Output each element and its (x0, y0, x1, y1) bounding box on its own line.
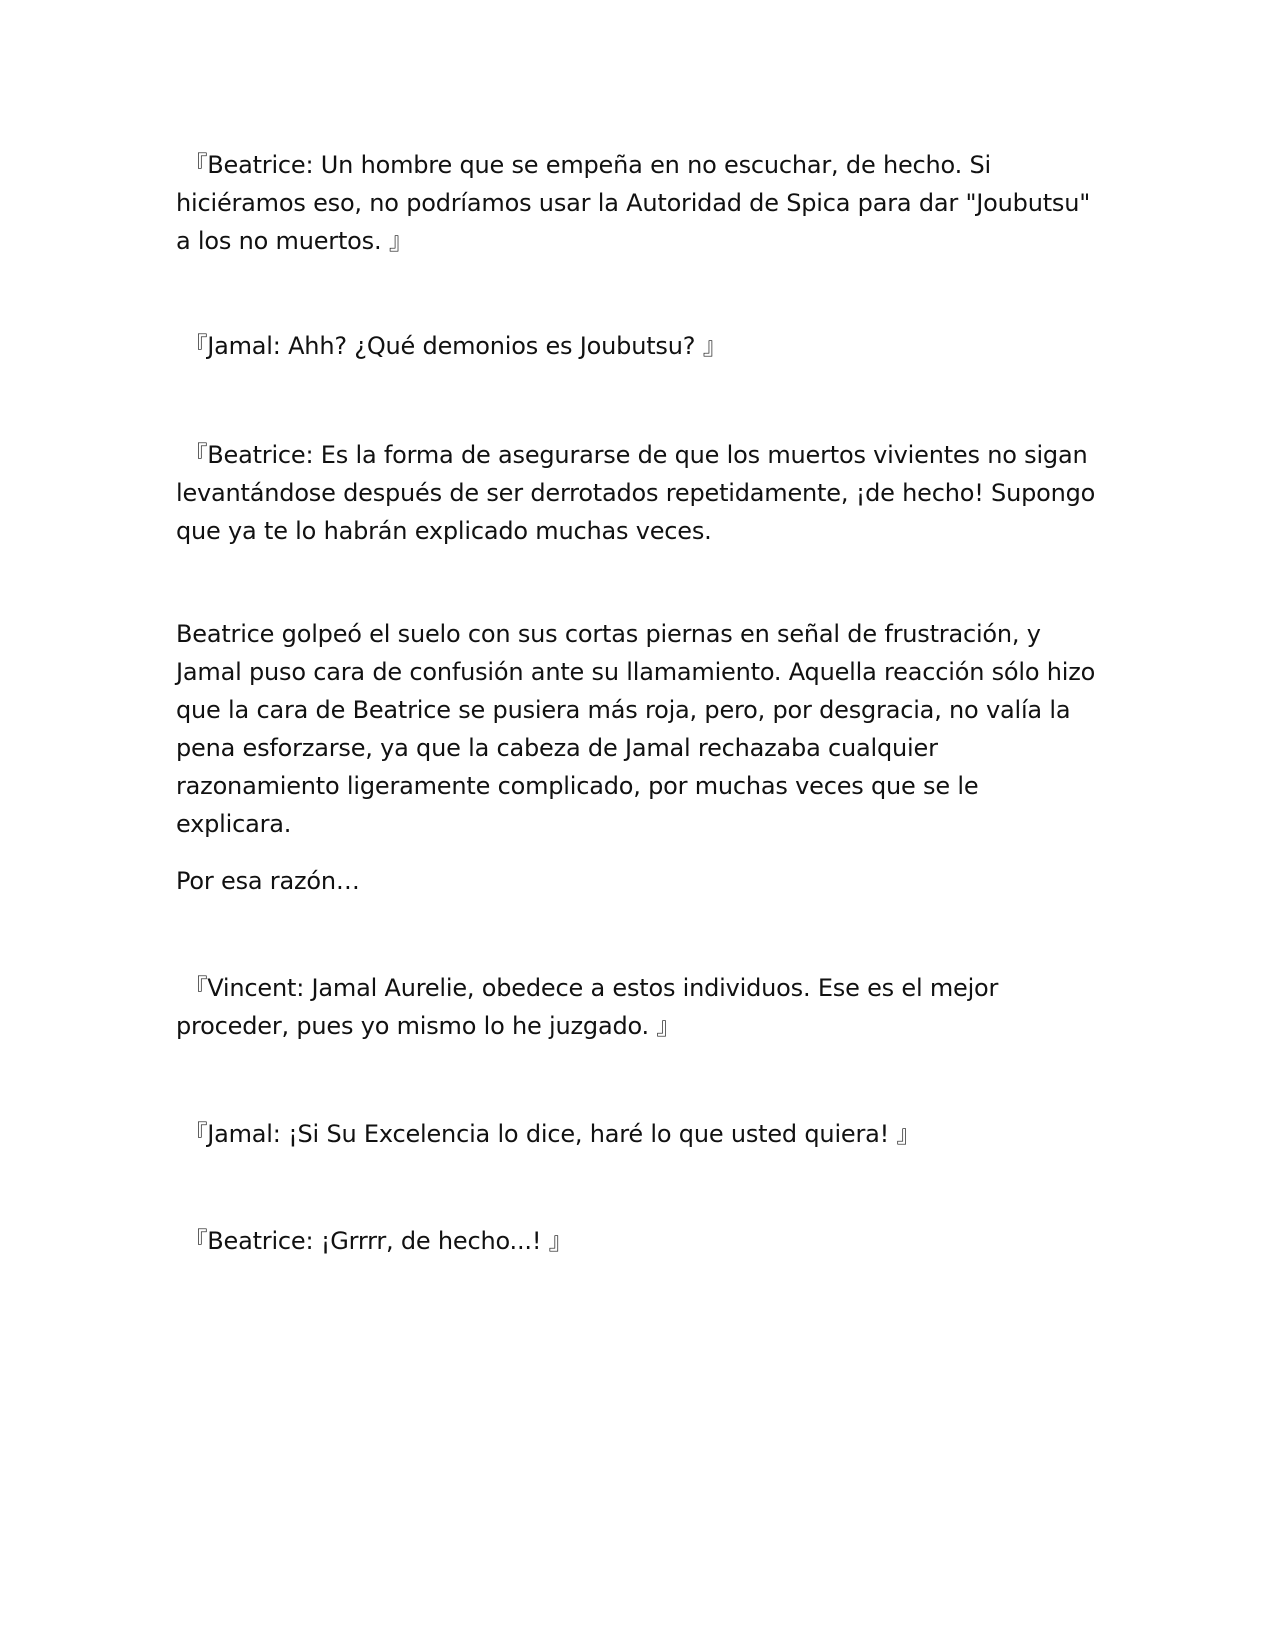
dialogue-beatrice-3: 『Beatrice: ¡Grrrr, de hecho...! 』 (176, 1227, 573, 1255)
dialogue-beatrice-2: 『Beatrice: Es la forma de asegurarse de que los muertos vivientes no sigan levantándose después de ser derrotados repetidamente, ¡de hecho! Supongo que ya te lo habrán explicado muchas veces. (176, 441, 1103, 545)
dialogue-jamal-1: 『Jamal: Ahh? ¿Qué demonios es Joubutsu? 』 (176, 332, 727, 360)
narration-paragraph-2: Por esa razón… (176, 867, 360, 895)
dialogue-jamal-2: 『Jamal: ¡Si Su Excelencia lo dice, haré lo que usted quiera! 』 (176, 1120, 921, 1148)
dialogue-beatrice-1: 『Beatrice: Un hombre que se empeña en no escuchar, de hecho. Si hiciéramos eso, no podríamos usar la Autoridad de Spica para dar "Joubutsu" a los no muertos. 』 (176, 151, 1098, 255)
narration-paragraph-1: Beatrice golpeó el suelo con sus cortas piernas en señal de frustración, y Jamal puso cara de confusión ante su llamamiento. Aquella reacción sólo hizo que la cara de Beatrice se pusiera más roja, pero, por desgracia, no valía la pena esforzarse, ya que la cabeza de Jamal rechazaba cualquier razonamiento ligeramente complicado, por muchas veces que se le explicara. (176, 620, 1103, 838)
dialogue-vincent-1: 『Vincent: Jamal Aurelie, obedece a estos individuos. Ese es el mejor proceder, pues yo mismo lo he juzgado. 』 (176, 974, 1006, 1040)
